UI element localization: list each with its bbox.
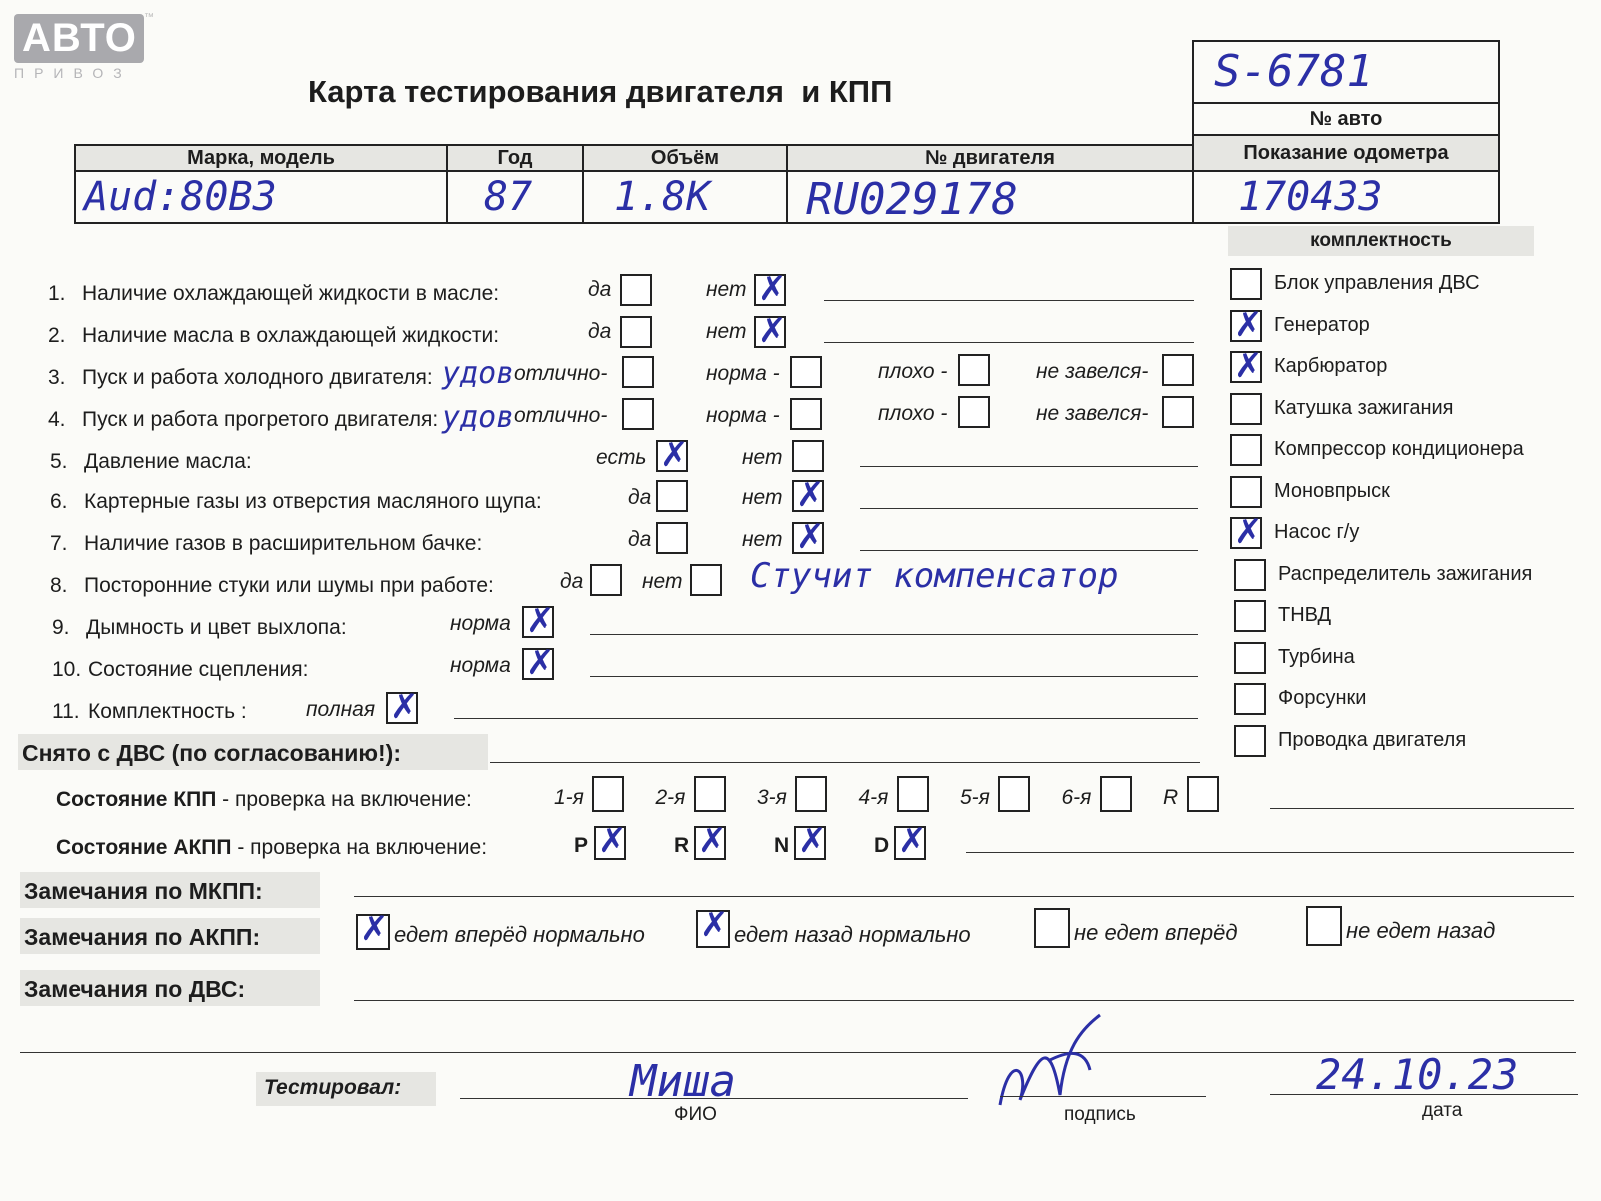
q11-ok-checkbox[interactable] bbox=[386, 692, 418, 724]
completeness-checkbox[interactable] bbox=[1234, 683, 1266, 715]
q1-yes-checkbox[interactable] bbox=[620, 274, 652, 306]
q8-text: Посторонние стуки или шумы при работе: bbox=[84, 574, 494, 597]
q2-no-checkbox[interactable] bbox=[754, 316, 786, 348]
q8-yes-label: да bbox=[560, 570, 584, 593]
akpp-mode-checkbox[interactable] bbox=[694, 826, 726, 860]
q11-num: 11. bbox=[52, 700, 80, 723]
q11-line bbox=[454, 718, 1198, 719]
q2-text: Наличие масла в охлаждающей жидкости: bbox=[82, 324, 500, 347]
q6-yes-checkbox[interactable] bbox=[656, 480, 688, 512]
q9-line bbox=[590, 634, 1198, 635]
q1-line bbox=[824, 300, 1194, 301]
q11-text: Комплектность : bbox=[88, 700, 247, 723]
completeness-checkbox[interactable] bbox=[1230, 517, 1262, 549]
mkpp-gear-label: 1-я bbox=[554, 786, 584, 809]
completeness-checkbox[interactable] bbox=[1230, 476, 1262, 508]
q8-note: Стучит компенсатор bbox=[750, 556, 1119, 596]
completeness-item-label: Карбюратор bbox=[1274, 355, 1388, 377]
q9-ok-label: норма bbox=[450, 612, 511, 635]
q10-line bbox=[590, 676, 1198, 677]
completeness-checkbox[interactable] bbox=[1234, 559, 1266, 591]
completeness-item-label: Насос г/у bbox=[1274, 521, 1360, 543]
q6-line bbox=[860, 508, 1198, 509]
q7-no-label: нет bbox=[742, 528, 783, 551]
q3-excellent-label: отлично- bbox=[514, 362, 608, 385]
completeness-checkbox[interactable] bbox=[1230, 351, 1262, 383]
q6-yes-label: да bbox=[628, 486, 652, 509]
car-number-label: № авто bbox=[1309, 108, 1383, 130]
q3-excellent-checkbox[interactable] bbox=[622, 356, 654, 388]
completeness-title-text: комплектность bbox=[1310, 230, 1452, 251]
logo-tm: ™ bbox=[144, 12, 154, 23]
page-title: Карта тестирования двигателя и КПП bbox=[308, 74, 893, 109]
akpp-remarks-label: Замечания по АКПП: bbox=[24, 924, 261, 950]
year-value-cell bbox=[446, 170, 584, 224]
q8-num: 8. bbox=[50, 574, 68, 597]
q4-num: 4. bbox=[48, 408, 66, 431]
completeness-item-label: Катушка зажигания bbox=[1274, 396, 1454, 419]
q1-yes-label: да bbox=[588, 278, 612, 301]
tested-label: Тестировал: bbox=[264, 1076, 402, 1099]
q4-bad-label: плохо - bbox=[878, 402, 948, 425]
tester-name: Миша bbox=[630, 1056, 736, 1107]
volume-label-cell bbox=[582, 144, 788, 172]
mkpp-remarks-label: Замечания по МКПП: bbox=[24, 878, 263, 904]
q2-no-label: нет bbox=[706, 320, 747, 343]
date-value: 24.10.23 bbox=[1316, 1050, 1519, 1099]
volume-label: Объём bbox=[650, 147, 720, 169]
akpp-mode-label: D bbox=[874, 834, 890, 857]
completeness-checkbox[interactable] bbox=[1230, 310, 1262, 342]
completeness-item-label: Форсунки bbox=[1278, 687, 1367, 709]
akpp-title-rest: - проверка на включение: bbox=[231, 836, 488, 859]
q2-yes-label: да bbox=[588, 320, 612, 343]
completeness-item-label: ТНВД bbox=[1278, 604, 1332, 626]
q3-nostart-checkbox[interactable] bbox=[1162, 354, 1194, 386]
mkpp-gear-label: 4-я bbox=[858, 786, 889, 809]
akpp-title bbox=[56, 836, 487, 860]
q6-no-label: нет bbox=[742, 486, 783, 509]
akpp-opt1-checkbox[interactable] bbox=[356, 914, 390, 950]
q7-line bbox=[860, 550, 1198, 551]
akpp-mode-checkbox[interactable] bbox=[894, 826, 926, 860]
q5-yes-label: есть bbox=[596, 446, 647, 469]
q5-line bbox=[860, 466, 1198, 467]
signature-label: подпись bbox=[1064, 1104, 1136, 1125]
mkpp-remarks-line bbox=[354, 896, 1574, 897]
mkpp-gear-label: 6-я bbox=[1061, 786, 1092, 809]
q6-no-checkbox[interactable] bbox=[792, 480, 824, 512]
q4-excellent-label: отлично- bbox=[514, 404, 608, 427]
odometer-label: Показание одометра bbox=[1243, 142, 1449, 164]
mkpp-gear-label: 2-я bbox=[655, 786, 686, 809]
akpp-opt3-label: не едет вперёд bbox=[1074, 920, 1238, 945]
akpp-mode-checkbox[interactable] bbox=[594, 826, 626, 860]
q10-text: Состояние сцепления: bbox=[88, 658, 309, 681]
completeness-item-label: Распределитель зажигания bbox=[1278, 562, 1533, 585]
completeness-item-label: Генератор bbox=[1274, 313, 1370, 336]
q4-nostart-checkbox[interactable] bbox=[1162, 396, 1194, 428]
year-value: 87 bbox=[484, 174, 533, 220]
logo bbox=[14, 12, 154, 84]
q4-text: Пуск и работа прогретого двигателя: bbox=[82, 408, 439, 431]
completeness-item-label: Турбина bbox=[1278, 645, 1355, 668]
engine-value: RU029178 bbox=[806, 174, 1018, 225]
completeness-item-label: Блок управления ДВС bbox=[1274, 272, 1480, 294]
engine-value-cell bbox=[786, 170, 1194, 224]
dvs-remarks-label: Замечания по ДВС: bbox=[24, 976, 246, 1002]
make-label: Марка, модель bbox=[187, 147, 335, 169]
q5-no-checkbox[interactable] bbox=[792, 440, 824, 472]
fio-label: ФИО bbox=[674, 1104, 717, 1125]
q9-num: 9. bbox=[52, 616, 70, 639]
akpp-mode-label: N bbox=[774, 834, 790, 857]
car-number-value: S-6781 bbox=[1214, 46, 1373, 97]
odometer-label-cell bbox=[1192, 134, 1500, 172]
volume-value-cell bbox=[582, 170, 788, 224]
q10-ok-label: норма bbox=[450, 654, 511, 677]
q10-ok-checkbox[interactable] bbox=[522, 648, 554, 680]
q2-yes-checkbox[interactable] bbox=[620, 316, 652, 348]
q4-excellent-checkbox[interactable] bbox=[622, 398, 654, 430]
q3-normal-checkbox[interactable] bbox=[790, 356, 822, 388]
akpp-opt1-label: едет вперёд нормально bbox=[394, 922, 645, 947]
q8-yes-checkbox[interactable] bbox=[590, 564, 622, 596]
q9-text: Дымность и цвет выхлопа: bbox=[86, 616, 347, 639]
q5-no-label: нет bbox=[742, 446, 783, 469]
q7-num: 7. bbox=[50, 532, 68, 555]
signature-mark bbox=[990, 1010, 1110, 1110]
mkpp-gear-checkbox[interactable] bbox=[592, 776, 624, 812]
dvs-remarks-line bbox=[354, 1000, 1574, 1001]
q4-normal-checkbox[interactable] bbox=[790, 398, 822, 430]
q7-yes-checkbox[interactable] bbox=[656, 522, 688, 554]
make-label-cell bbox=[74, 144, 448, 172]
year-label: Год bbox=[497, 147, 533, 169]
q8-no-checkbox[interactable] bbox=[690, 564, 722, 596]
akpp-mode-label: R bbox=[674, 834, 690, 857]
q2-line bbox=[824, 342, 1194, 343]
q3-nostart-label: не завелся- bbox=[1036, 360, 1149, 383]
completeness-checkbox[interactable] bbox=[1234, 725, 1266, 757]
year-label-cell bbox=[446, 144, 584, 172]
mkpp-gear-label: 3-я bbox=[757, 786, 787, 809]
q1-no-checkbox[interactable] bbox=[754, 274, 786, 306]
removed-line bbox=[490, 762, 1200, 763]
signature-line bbox=[1000, 1096, 1206, 1097]
mkpp-gear-label: 5-я bbox=[960, 786, 990, 809]
completeness-title bbox=[1228, 226, 1534, 256]
mkpp-gear-label: R bbox=[1163, 786, 1179, 809]
akpp-title-bold: Состояние АКПП bbox=[56, 836, 232, 859]
logo-text: АВТО bbox=[14, 14, 144, 63]
mkpp-gear-checkbox[interactable] bbox=[1100, 776, 1132, 812]
odometer-value-cell bbox=[1192, 170, 1500, 224]
make-value-cell bbox=[74, 170, 448, 224]
mkpp-gear-checkbox[interactable] bbox=[998, 776, 1030, 812]
q3-bad-label: плохо - bbox=[878, 360, 948, 383]
completeness-item-label: Компрессор кондиционера bbox=[1274, 438, 1524, 460]
car-number-box bbox=[1192, 40, 1500, 104]
q9-ok-checkbox[interactable] bbox=[522, 606, 554, 638]
mkpp-title-bold: Состояние КПП bbox=[56, 788, 217, 811]
completeness-checkbox[interactable] bbox=[1230, 268, 1262, 300]
q6-text: Картерные газы из отверстия масляного щупа: bbox=[84, 490, 542, 513]
mkpp-gear-checkbox[interactable] bbox=[694, 776, 726, 812]
mkpp-gear-checkbox[interactable] bbox=[897, 776, 929, 812]
mkpp-title bbox=[56, 788, 472, 812]
akpp-opt4-checkbox[interactable] bbox=[1306, 906, 1342, 946]
q4-nostart-label: не завелся- bbox=[1036, 402, 1149, 425]
q8-no-label: нет bbox=[642, 570, 683, 593]
q4-normal-label: норма - bbox=[706, 404, 780, 427]
mkpp-gear-checkbox[interactable] bbox=[1187, 776, 1219, 812]
completeness-checkbox[interactable] bbox=[1230, 393, 1262, 425]
odometer-value: 170433 bbox=[1238, 174, 1383, 220]
q5-yes-checkbox[interactable] bbox=[656, 440, 688, 472]
logo-sub: ПРИВОЗ bbox=[14, 65, 132, 81]
q3-num: 3. bbox=[48, 366, 66, 389]
akpp-line bbox=[966, 852, 1574, 853]
completeness-checkbox[interactable] bbox=[1234, 642, 1266, 674]
q7-yes-label: да bbox=[628, 528, 652, 551]
q3-normal-label: норма - bbox=[706, 362, 780, 385]
q4-note: удов bbox=[442, 400, 515, 435]
date-label: дата bbox=[1422, 1100, 1463, 1121]
akpp-opt3-checkbox[interactable] bbox=[1034, 908, 1070, 948]
q1-num: 1. bbox=[48, 282, 66, 305]
q1-no-label: нет bbox=[706, 278, 747, 301]
akpp-opt2-checkbox[interactable] bbox=[696, 910, 730, 948]
q10-num: 10. bbox=[52, 658, 82, 681]
volume-value: 1.8K bbox=[614, 174, 711, 220]
completeness-checkbox[interactable] bbox=[1230, 434, 1262, 466]
q3-note: удов bbox=[442, 356, 515, 391]
make-value: Aud:80B3 bbox=[84, 174, 277, 220]
completeness-checkbox[interactable] bbox=[1234, 600, 1266, 632]
q11-ok-label: полная bbox=[306, 698, 376, 721]
mkpp-line bbox=[1270, 808, 1574, 809]
akpp-mode-label: P bbox=[574, 834, 589, 857]
q4-bad-checkbox[interactable] bbox=[958, 396, 990, 428]
engine-label-cell bbox=[786, 144, 1194, 172]
q6-num: 6. bbox=[50, 490, 68, 513]
akpp-opt2-label: едет назад нормально bbox=[734, 922, 971, 947]
q3-text: Пуск и работа холодного двигателя: bbox=[82, 366, 433, 389]
q1-text: Наличие охлаждающей жидкости в масле: bbox=[82, 282, 500, 305]
q7-no-checkbox[interactable] bbox=[792, 522, 824, 554]
q3-bad-checkbox[interactable] bbox=[958, 354, 990, 386]
date-line bbox=[1270, 1094, 1578, 1095]
akpp-mode-checkbox[interactable] bbox=[794, 826, 826, 860]
fio-line bbox=[460, 1098, 968, 1099]
engine-label: № двигателя bbox=[925, 147, 1055, 169]
car-number-label-cell bbox=[1192, 102, 1500, 136]
akpp-opt4-label: не едет назад bbox=[1346, 918, 1496, 943]
mkpp-gear-checkbox[interactable] bbox=[795, 776, 827, 812]
mkpp-title-rest: - проверка на включение: bbox=[216, 788, 472, 811]
completeness-item-label: Моновпрыск bbox=[1274, 479, 1390, 502]
q7-text: Наличие газов в расширительном бачке: bbox=[84, 532, 483, 555]
q2-num: 2. bbox=[48, 324, 66, 347]
removed-label: Снято с ДВС (по согласованию!): bbox=[22, 740, 401, 766]
q5-text: Давление масла: bbox=[84, 450, 252, 473]
q5-num: 5. bbox=[50, 450, 68, 473]
completeness-item-label: Проводка двигателя bbox=[1278, 728, 1467, 751]
